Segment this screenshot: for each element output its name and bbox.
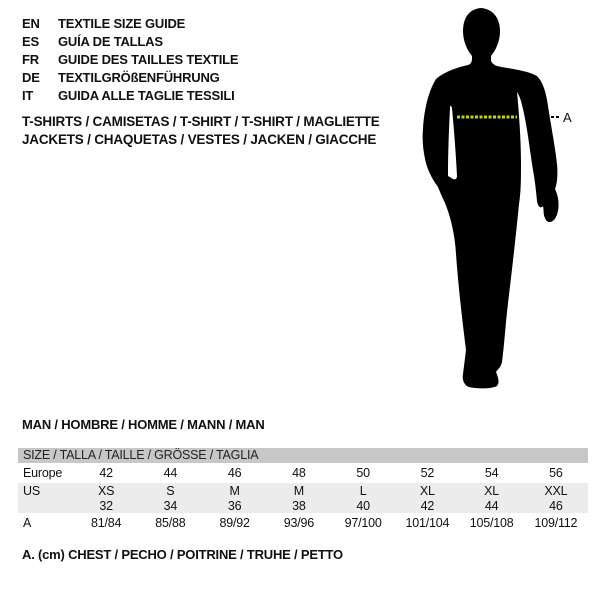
measure-label-a: A bbox=[563, 110, 572, 125]
table-cell: 101/104 bbox=[405, 516, 450, 530]
language-code: EN bbox=[22, 16, 40, 31]
language-code: ES bbox=[22, 34, 39, 49]
table-cell: XL bbox=[419, 483, 435, 498]
category-list bbox=[22, 113, 380, 149]
language-label: GUIDA ALLE TAGLIE TESSILI bbox=[58, 88, 235, 103]
language-row bbox=[22, 15, 238, 33]
language-label: GUIDE DES TAILLES TEXTILE bbox=[58, 52, 239, 67]
table-cell: 36 bbox=[227, 498, 242, 513]
language-row bbox=[22, 69, 238, 87]
table-cell: 85/88 bbox=[155, 516, 186, 530]
size-table-header: SIZE / TALLA / TAILLE / GRÖSSE / TAGLIA bbox=[18, 448, 588, 463]
table-cell: 56 bbox=[549, 466, 563, 480]
table-cell: 32 bbox=[99, 498, 113, 513]
table-row-us-numeric bbox=[18, 498, 588, 513]
table-row-europe bbox=[18, 463, 588, 483]
language-title-list bbox=[22, 15, 238, 105]
table-cell: 48 bbox=[292, 466, 306, 480]
table-cell: 42 bbox=[420, 498, 435, 513]
language-label: GUÍA DE TALLAS bbox=[58, 34, 163, 49]
table-cell: 46 bbox=[549, 498, 563, 513]
language-row bbox=[22, 51, 238, 69]
table-cell: 46 bbox=[227, 466, 242, 480]
table-row-chest-a bbox=[18, 513, 588, 533]
table-cell: 52 bbox=[420, 466, 435, 480]
table-cell: L bbox=[359, 483, 367, 498]
table-cell: XXL bbox=[544, 483, 568, 498]
table-cell: 34 bbox=[163, 498, 178, 513]
row-label: US bbox=[23, 483, 40, 498]
table-cell: 42 bbox=[99, 466, 113, 480]
row-label: Europe bbox=[23, 466, 63, 480]
table-cell: 89/92 bbox=[219, 516, 250, 530]
man-silhouette bbox=[423, 8, 559, 388]
language-label: TEXTILE SIZE GUIDE bbox=[58, 16, 186, 31]
table-cell: S bbox=[166, 483, 175, 498]
measurement-footnote: A. (cm) CHEST / PECHO / POITRINE / TRUHE / PETTO bbox=[22, 547, 343, 562]
language-label: TEXTILGRÖßENFÜHRUNG bbox=[58, 70, 220, 85]
category-line-jackets: JACKETS / CHAQUETAS / VESTES / JACKEN / GIACCHE bbox=[22, 132, 377, 147]
table-cell: 109/112 bbox=[534, 516, 578, 530]
table-row-us bbox=[18, 483, 588, 498]
table-cell: M bbox=[293, 483, 304, 498]
table-cell: M bbox=[229, 483, 240, 498]
section-title-man: MAN / HOMBRE / HOMME / MANN / MAN bbox=[22, 417, 265, 432]
row-label: A bbox=[23, 516, 32, 530]
table-cell: 81/84 bbox=[90, 516, 122, 530]
language-row bbox=[22, 87, 238, 105]
size-table bbox=[18, 448, 588, 533]
table-cell: 40 bbox=[356, 498, 370, 513]
table-cell: 105/108 bbox=[469, 516, 514, 530]
language-code: DE bbox=[22, 70, 40, 85]
table-cell: 50 bbox=[356, 466, 370, 480]
table-cell: XL bbox=[484, 483, 500, 498]
language-row bbox=[22, 33, 238, 51]
table-cell: 44 bbox=[484, 498, 499, 513]
table-cell: 93/96 bbox=[283, 516, 315, 530]
language-code: FR bbox=[22, 52, 39, 67]
table-cell: 54 bbox=[484, 466, 499, 480]
table-cell: 44 bbox=[163, 466, 178, 480]
table-cell: 38 bbox=[292, 498, 306, 513]
category-line-tshirts: T-SHIRTS / CAMISETAS / T-SHIRT / T-SHIRT / MAGLIETTE bbox=[22, 114, 380, 129]
language-code: IT bbox=[22, 88, 34, 103]
table-cell: XS bbox=[97, 483, 115, 498]
table-cell: 97/100 bbox=[344, 516, 382, 530]
